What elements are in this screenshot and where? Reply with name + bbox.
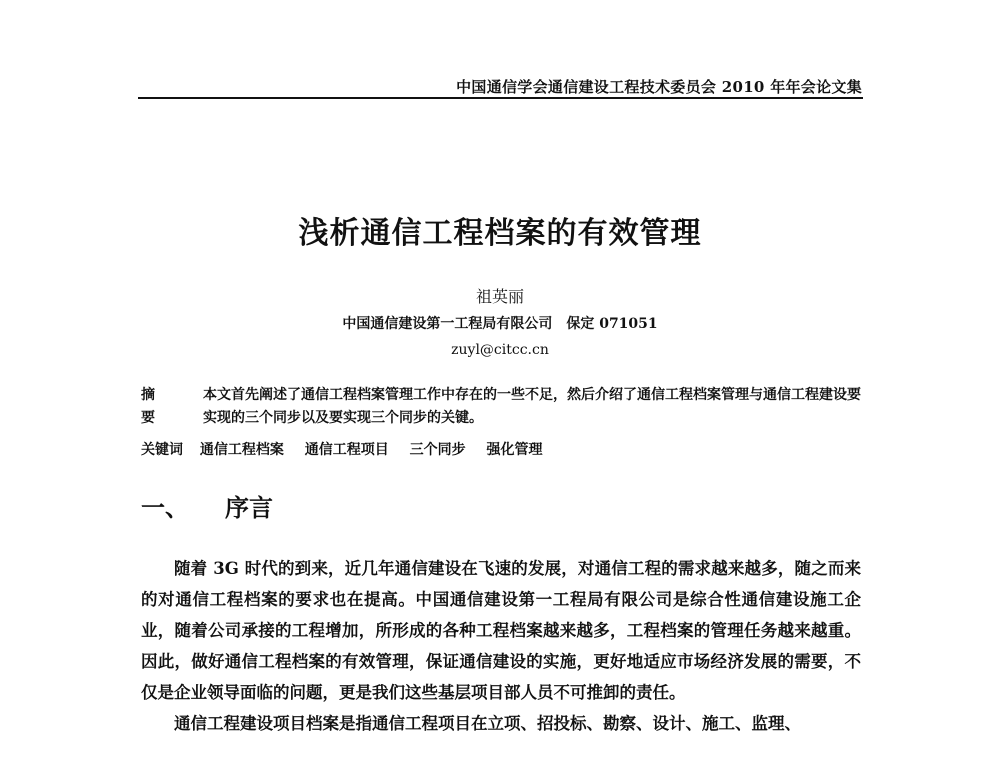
section-heading: [141, 488, 273, 523]
section-number: 一、: [141, 494, 189, 522]
keyword: 通信工程档案: [199, 442, 284, 458]
keywords-label: 关键词: [141, 442, 183, 458]
abstract-label: 摘 要: [141, 387, 167, 426]
author-name: 祖英丽: [475, 287, 524, 306]
keyword: 三个同步: [409, 442, 466, 458]
paragraph: 通信工程建设项目档案是指通信工程项目在立项、招投标、勘察、设计、施工、监理、: [174, 714, 801, 733]
paper-title: 浅析通信工程档案的有效管理: [298, 216, 702, 251]
keyword: 通信工程项目: [304, 442, 389, 458]
paragraph: 随着 3G 时代的到来，近几年通信建设在飞速的发展，对通信工程的需求越来越多，随之而来的对通信工程档案的要求也在提高。中国通信建设第一工程局有限公司是综合性通信建设施工企业，随着公司承接的工程增加，所形成的各种工程档案越来越多，工程档案的管理任务越来越重。因此，做好通信工程档案的有效管理，保证通信建设的实施，更好地适应市场经济发展的需要，不仅是企业领导面临的问题，更是我们这些基层项目部人员不可推卸的责任。: [141, 559, 861, 702]
section-title: 序言: [225, 494, 273, 522]
affiliation-city-postcode: 保定 071051: [566, 316, 658, 332]
author-email: zuyl@citcc.cn: [451, 342, 549, 358]
abstract-text: 本文首先阐述了通信工程档案管理工作中存在的一些不足，然后介绍了通信工程档案管理与通信工程建设要实现的三个同步以及要实现三个同步的关键。: [203, 387, 861, 426]
keyword: 强化管理: [486, 442, 543, 458]
keywords: [141, 439, 559, 459]
header-rule: [138, 97, 863, 99]
body-text: [141, 553, 861, 739]
affiliation-organization: 中国通信建设第一工程局有限公司: [342, 316, 553, 332]
abstract: [141, 384, 861, 430]
running-head: 中国通信学会通信建设工程技术委员会 2010 年年会论文集: [456, 78, 862, 96]
affiliation: [0, 313, 1000, 333]
